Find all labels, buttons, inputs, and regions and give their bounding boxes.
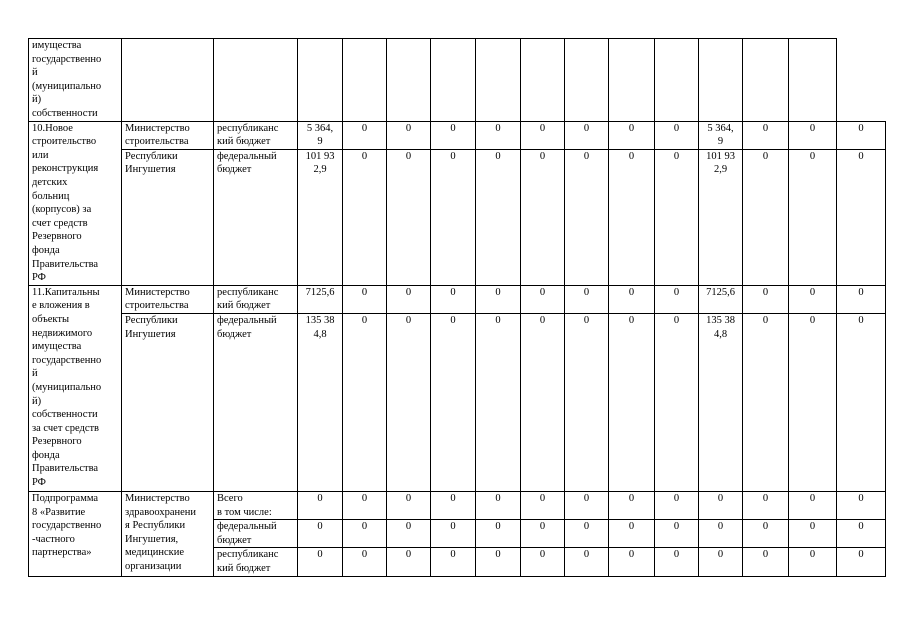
value-cell: 0 <box>699 548 743 576</box>
value-cell: 0 <box>789 520 837 548</box>
value-cell: 0 <box>431 285 476 313</box>
value-cell: 0 <box>789 121 837 149</box>
value-cell: 0 <box>343 548 387 576</box>
value-cell: 0 <box>476 149 521 285</box>
value-cell: 0 <box>743 520 789 548</box>
value-cell: 0 <box>565 121 609 149</box>
measure-name-cell: имущества государственно й (муниципально й) собственности <box>29 39 122 122</box>
executor-cell <box>122 39 214 122</box>
value-cell: 0 <box>837 149 886 285</box>
value-cell: 0 <box>431 121 476 149</box>
measure-10-executor-b: Республики Ингушетия <box>122 149 214 285</box>
value-cell: 0 <box>837 285 886 313</box>
value-cell: 7125,6 <box>699 285 743 313</box>
subprogram-8-executor: Министерство здравоохранени я Республики Ингушетия, медицинские организации <box>122 491 214 576</box>
value-cell: 0 <box>743 149 789 285</box>
value-cell: 0 <box>431 548 476 576</box>
value-cell: 0 <box>655 520 699 548</box>
value-cell: 0 <box>743 313 789 491</box>
value-cell: 0 <box>837 548 886 576</box>
value-cell: 0 <box>521 149 565 285</box>
value-cell: 0 <box>431 149 476 285</box>
value-cell: 0 <box>565 491 609 519</box>
value-cell: 0 <box>476 313 521 491</box>
measure-11-executor-b: Республики Ингушетия <box>122 313 214 491</box>
value-cell: 0 <box>431 313 476 491</box>
value-cell: 0 <box>521 520 565 548</box>
value-cell: 0 <box>743 548 789 576</box>
measure-11-source-republican: республиканс кий бюджет <box>214 285 298 313</box>
value-cell: 0 <box>789 285 837 313</box>
value-cell: 0 <box>565 149 609 285</box>
measure-11-source-federal: федеральный бюджет <box>214 313 298 491</box>
table-row-10-federal <box>29 149 886 285</box>
value-cell: 0 <box>609 313 655 491</box>
value-cell: 0 <box>431 491 476 519</box>
value-cell: 0 <box>699 491 743 519</box>
value-cell: 0 <box>743 285 789 313</box>
value-cell: 0 <box>521 121 565 149</box>
subprogram-8-source-total: Всего в том числе: <box>214 491 298 519</box>
value-cell: 0 <box>565 313 609 491</box>
value-cell: 0 <box>343 149 387 285</box>
table-row-sub8-total <box>29 491 886 519</box>
measure-10-executor-a: Министерство строительства <box>122 121 214 149</box>
value-cell: 135 38 4,8 <box>298 313 343 491</box>
source-cell <box>214 39 298 122</box>
value-cell: 0 <box>521 491 565 519</box>
value-cell: 0 <box>789 313 837 491</box>
value-cell: 0 <box>743 491 789 519</box>
value-cell: 0 <box>609 548 655 576</box>
value-cell: 135 38 4,8 <box>699 313 743 491</box>
value-cell: 0 <box>655 548 699 576</box>
measure-10-source-republican: республиканс кий бюджет <box>214 121 298 149</box>
value-cell: 0 <box>565 520 609 548</box>
value-cell: 5 364, 9 <box>699 121 743 149</box>
value-cell: 0 <box>521 313 565 491</box>
subprogram-8-source-republican: республиканс кий бюджет <box>214 548 298 576</box>
value-cell: 0 <box>609 520 655 548</box>
value-cell: 0 <box>609 285 655 313</box>
value-cell: 0 <box>298 491 343 519</box>
value-cell: 0 <box>655 149 699 285</box>
value-cell: 7125,6 <box>298 285 343 313</box>
budget-table <box>28 38 886 577</box>
value-cell: 0 <box>655 491 699 519</box>
value-cell: 0 <box>699 520 743 548</box>
value-cell: 0 <box>609 121 655 149</box>
subprogram-8-name: Подпрограмма 8 «Развитие государственно -частного партнерства» <box>29 491 122 576</box>
value-cell: 0 <box>655 121 699 149</box>
table-row-11-republican <box>29 285 886 313</box>
value-cell: 0 <box>387 149 431 285</box>
value-cell: 5 364, 9 <box>298 121 343 149</box>
value-cell: 0 <box>343 285 387 313</box>
table-row-10-republican <box>29 121 886 149</box>
value-cell: 0 <box>476 491 521 519</box>
value-cell: 0 <box>655 313 699 491</box>
value-cell: 101 93 2,9 <box>699 149 743 285</box>
value-cell: 0 <box>565 285 609 313</box>
measure-11-executor-a: Министерство строительства <box>122 285 214 313</box>
value-cell: 0 <box>837 121 886 149</box>
value-cell: 0 <box>387 491 431 519</box>
value-cell: 0 <box>789 548 837 576</box>
value-cell: 0 <box>609 491 655 519</box>
value-cell: 0 <box>343 313 387 491</box>
value-cell: 0 <box>565 548 609 576</box>
value-cell: 0 <box>743 121 789 149</box>
value-cell: 0 <box>476 548 521 576</box>
table-row-11-federal <box>29 313 886 491</box>
value-cell: 0 <box>789 491 837 519</box>
value-cell: 0 <box>789 149 837 285</box>
value-cell: 0 <box>431 520 476 548</box>
value-cell: 0 <box>837 313 886 491</box>
value-cell: 0 <box>387 548 431 576</box>
value-cell: 0 <box>655 285 699 313</box>
subprogram-8-source-federal: федеральный бюджет <box>214 520 298 548</box>
value-cell: 0 <box>521 548 565 576</box>
value-cell: 0 <box>387 520 431 548</box>
table-row-continuation <box>29 39 886 122</box>
value-cell: 0 <box>343 520 387 548</box>
value-cell: 0 <box>837 491 886 519</box>
measure-10-name: 10.Новое строительство или реконструкция детских больниц (корпусов) за счет средств Резервного фонда Правительства РФ <box>29 121 122 285</box>
measure-10-source-federal: федеральный бюджет <box>214 149 298 285</box>
value-cell: 0 <box>476 121 521 149</box>
value-cell: 0 <box>837 520 886 548</box>
value-cell: 0 <box>298 520 343 548</box>
value-cell: 0 <box>298 548 343 576</box>
measure-11-name: 11.Капитальны е вложения в объекты недвижимого имущества государственно й (муниципально й) собственности за счет средств Резервного фонда Правительства РФ <box>29 285 122 491</box>
value-cell: 0 <box>343 491 387 519</box>
value-cell: 0 <box>476 520 521 548</box>
value-cell: 0 <box>476 285 521 313</box>
value-cell: 0 <box>521 285 565 313</box>
value-cell: 101 93 2,9 <box>298 149 343 285</box>
value-cell: 0 <box>387 121 431 149</box>
value-cell: 0 <box>343 121 387 149</box>
value-cell: 0 <box>387 285 431 313</box>
value-cell: 0 <box>387 313 431 491</box>
value-cell: 0 <box>609 149 655 285</box>
